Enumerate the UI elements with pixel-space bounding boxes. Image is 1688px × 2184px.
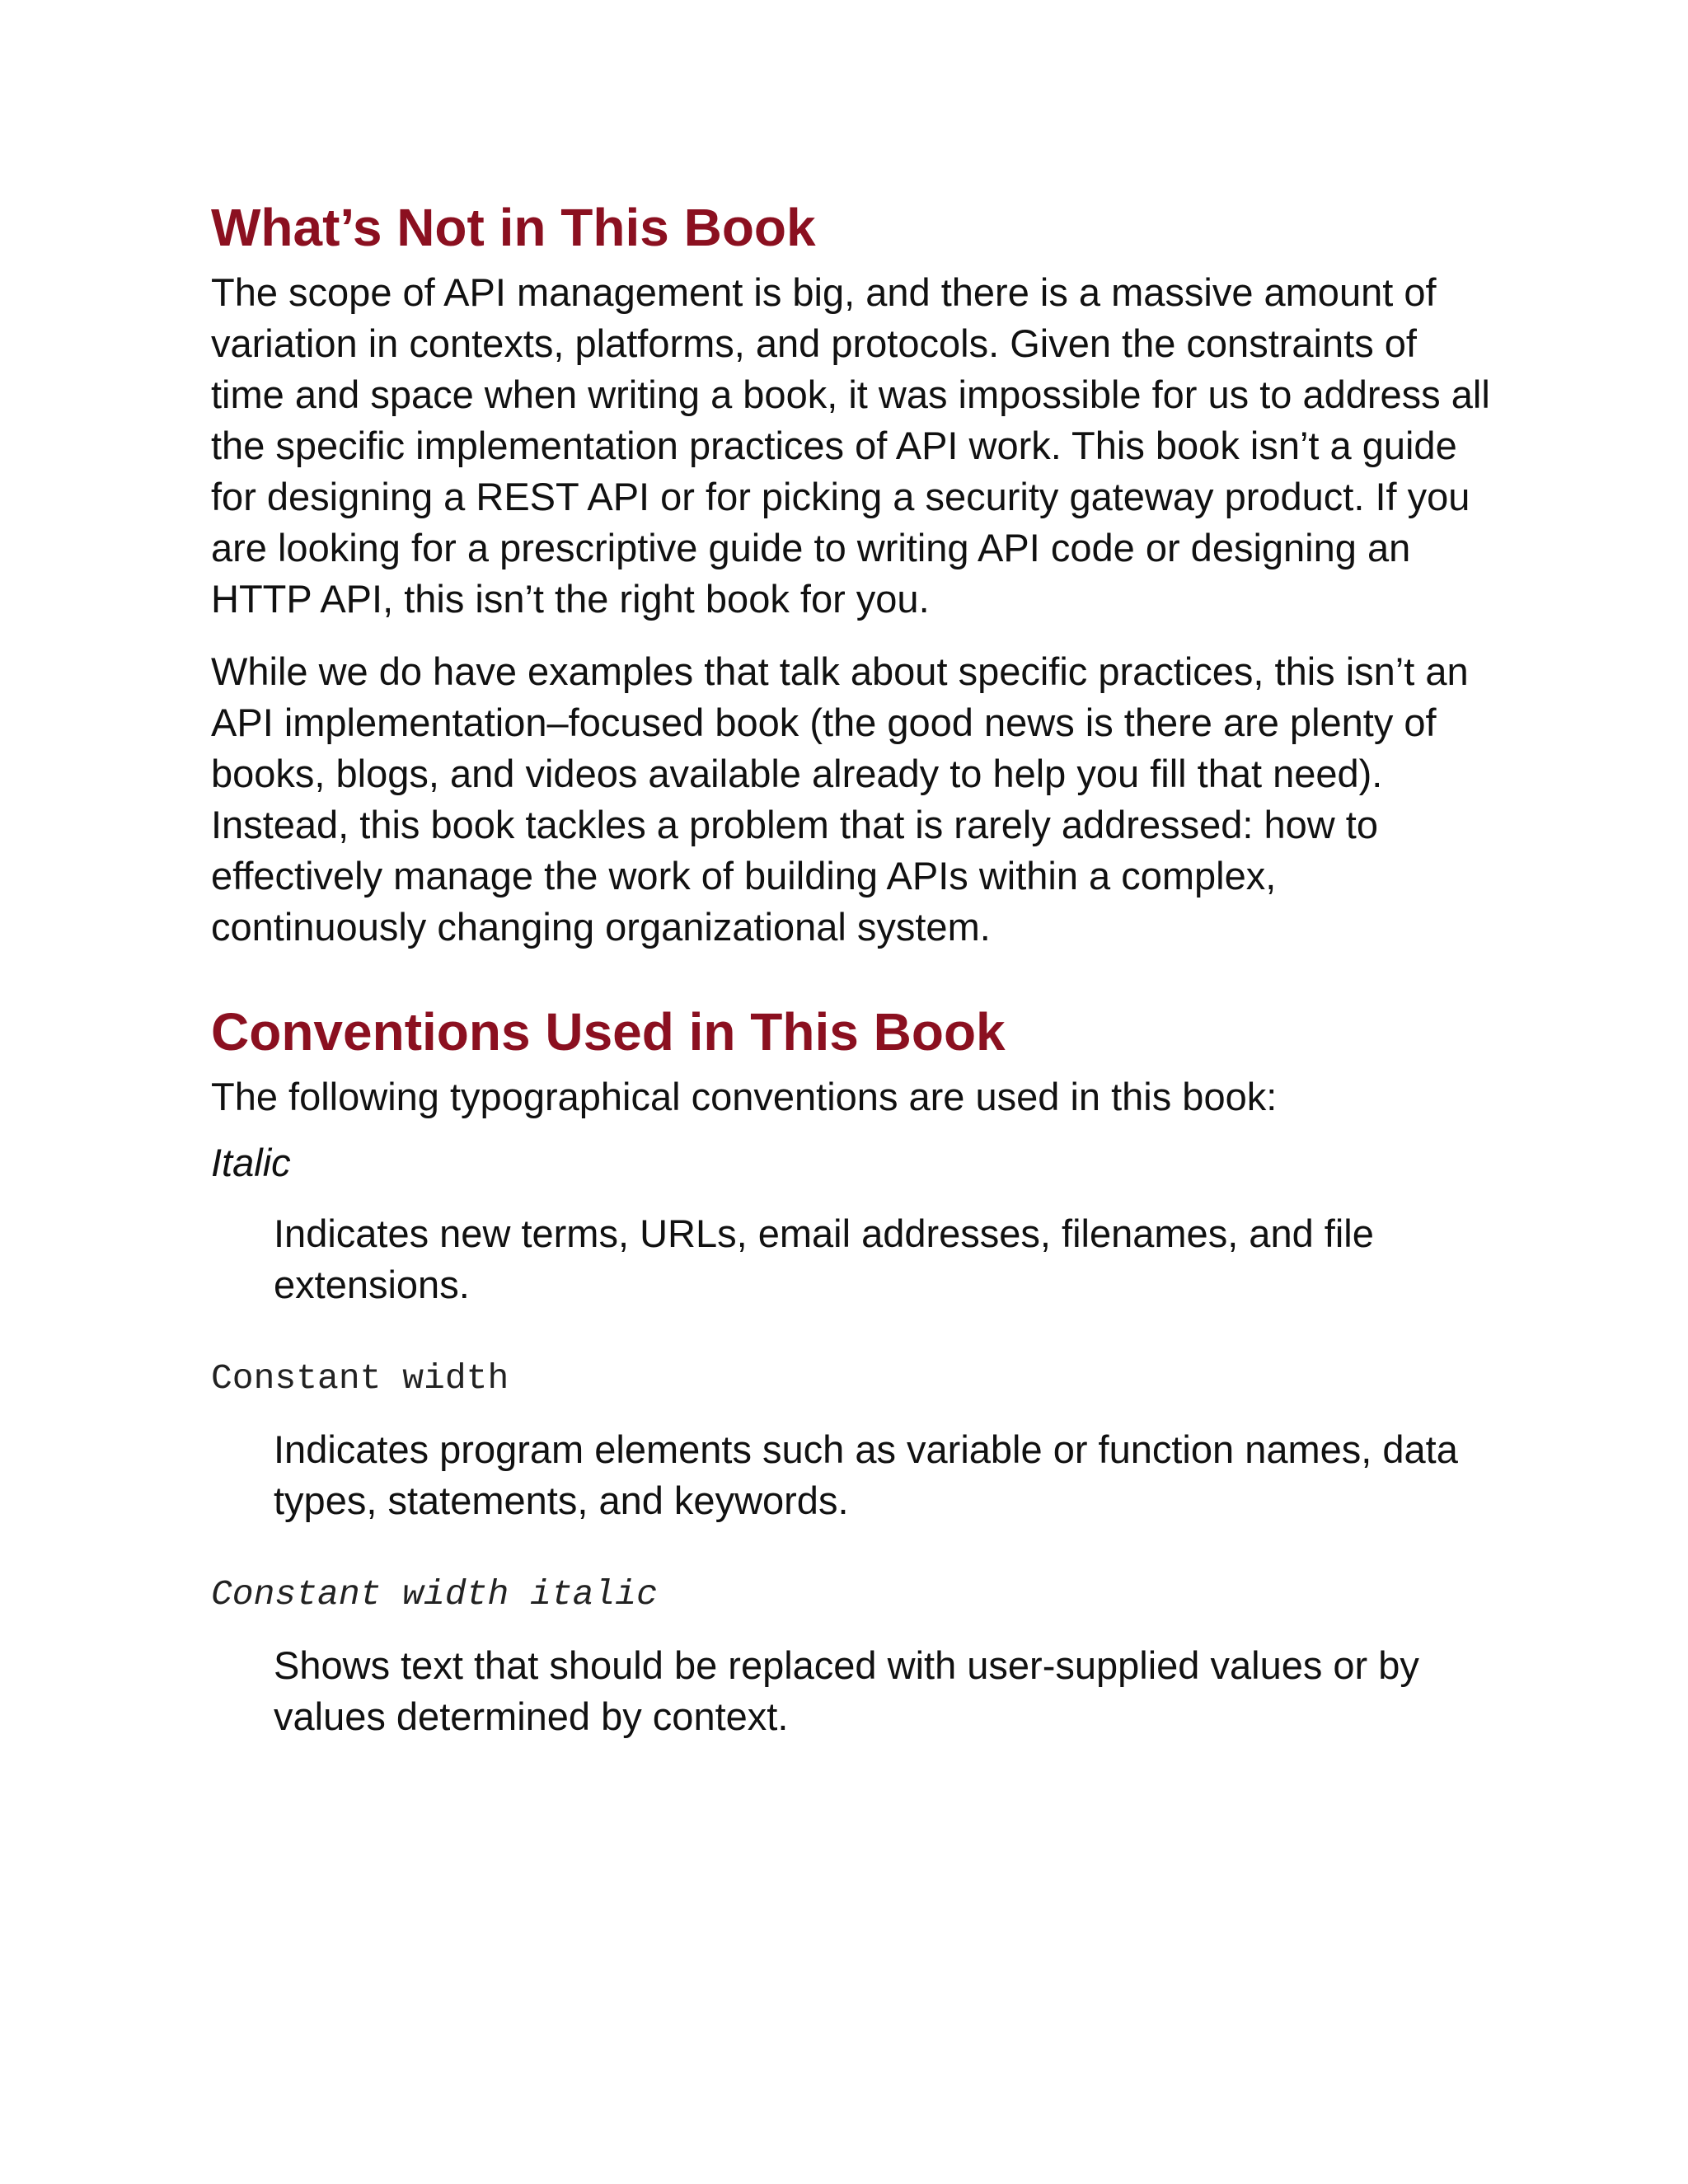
convention-description-italic: Indicates new terms, URLs, email addresses, filenames, and file extensions.: [274, 1212, 1374, 1306]
page-content: [211, 191, 1497, 1742]
convention-term-constant-width: Constant width: [211, 1358, 509, 1399]
convention-description-constant-width-italic: Shows text that should be replaced with user-supplied values or by values determined by context.: [274, 1643, 1419, 1738]
section-heading-conventions-used: Conventions Used in This Book: [211, 1002, 1006, 1062]
conventions-intro: The following typographical conventions are used in this book:: [211, 1075, 1278, 1118]
convention-term-italic: Italic: [211, 1141, 291, 1184]
paragraph-scope: The scope of API management is big, and there is a massive amount of variation in contexts, platforms, and protocols. Given the constraints of time and space when writing a book, it was impossible for us to address all the specific implementation practices of API work. This book isn’t a guide for designing a REST API or for picking a security gateway product. If you are looking for a prescriptive guide to writing API code or designing an HTTP API, this isn’t the right book for you.: [211, 270, 1490, 621]
convention-term-constant-width-italic: Constant width italic: [211, 1574, 658, 1615]
section-heading-whats-not-in-this-book: What’s Not in This Book: [211, 198, 816, 257]
convention-description-constant-width: Indicates program elements such as variable or function names, data types, statements, and keywords.: [274, 1427, 1458, 1522]
conventions-list: [211, 1137, 1497, 1742]
paragraph-examples: While we do have examples that talk about specific practices, this isn’t an API implementation–focused book (the good news is there are plenty of books, blogs, and videos available already to help you fill that need). Instead, this book tackles a problem that is rarely addressed: how to effectively manage the work of building APIs within a complex, continuously changing organizational system.: [211, 649, 1469, 949]
